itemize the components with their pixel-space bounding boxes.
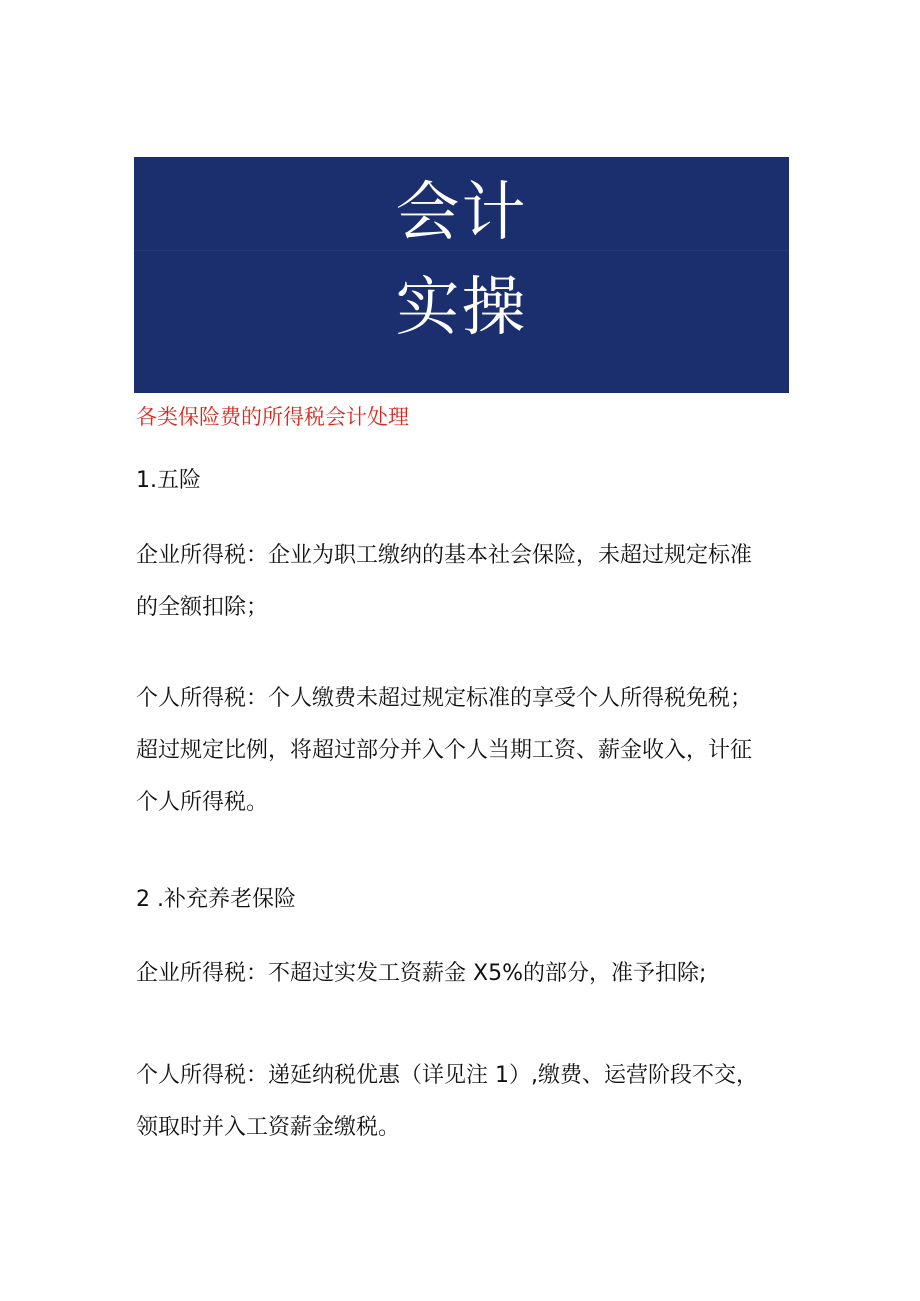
paragraph-line: 超过规定比例，将超过部分并入个人当期工资、薪金收入，计征 [136,738,753,763]
paragraph-line: 企业所得税：企业为职工缴纳的基本社会保险，未超过规定标准 [136,543,753,568]
paragraph-line: 个人所得税：递延纳税优惠（详见注 1）,缴费、运营阶段不交， [136,1063,758,1088]
paragraph-line: 个人所得税。 [136,790,269,815]
paragraph-corporate-tax-pension [136,948,796,1000]
section-heading-five-insurances: 1.五险 [136,468,201,493]
paragraph-personal-tax-five-insurances [136,673,796,829]
paragraph-personal-tax-pension [136,1050,796,1154]
document-title: 各类保险费的所得税会计处理 [136,405,409,429]
banner-title-line-1: 会计 [395,176,528,250]
paragraph-line: 企业所得税：不超过实发工资薪金 X5%的部分，准予扣除; [136,961,707,986]
title-banner [134,157,789,393]
paragraph-corporate-tax-five-insurances [136,530,796,634]
paragraph-line: 领取时并入工资薪金缴税。 [136,1115,401,1140]
paragraph-line: 个人所得税：个人缴费未超过规定标准的享受个人所得税免税； [136,686,753,711]
banner-divider [134,250,789,251]
section-heading-supplementary-pension: 2 .补充养老保险 [136,887,296,912]
banner-title-line-2: 实操 [395,271,528,345]
paragraph-line: 的全额扣除； [136,595,269,620]
